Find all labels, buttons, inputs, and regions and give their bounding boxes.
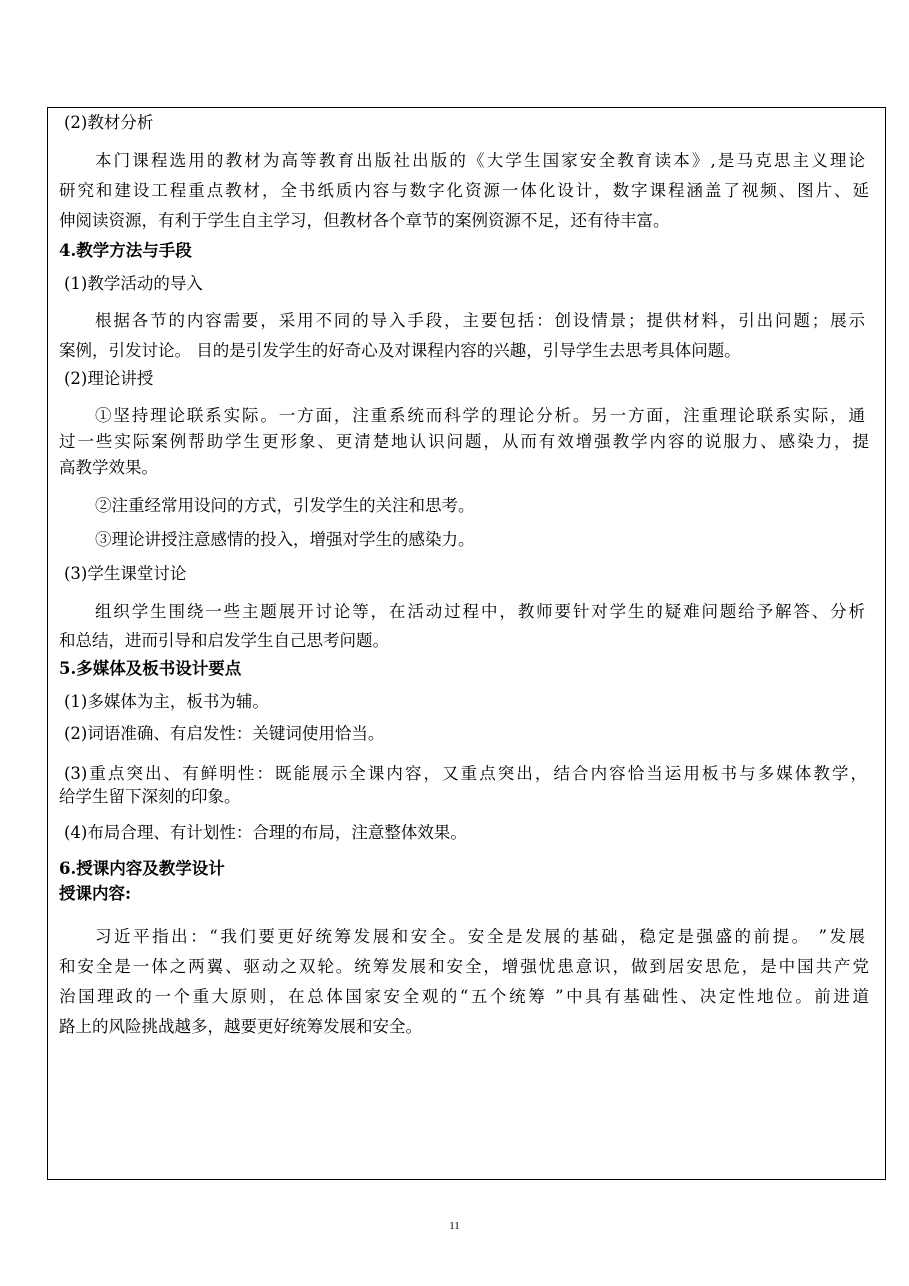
paragraph-line: 过一些实际案例帮助学生更形象、更清楚地认识问题，从而有效增强教学内容的说服力、感染力，提: [59, 432, 869, 451]
paragraph-line: 路上的风险挑战越多，越要更好统筹发展和安全。: [59, 1017, 422, 1036]
subheading-lecturing: (2)理论讲授: [64, 369, 154, 388]
label-course-content: 授课内容:: [59, 884, 132, 903]
paragraph-line: 治国理政的一个重大原则，在总体国家安全观的“五个统筹 ”中具有基础性、决定性地位。前进道: [59, 987, 869, 1006]
list-item: (4)布局合理、有计划性：合理的布局，注意整体效果。: [64, 823, 467, 842]
list-item: (3)重点突出、有鲜明性：既能展示全课内容，又重点突出，结合内容恰当运用板书与多媒体教学，: [64, 764, 867, 783]
paragraph-line: 本门课程选用的教材为高等教育出版社出版的《大学生国家安全教育读本》,是马克思主义理论: [95, 151, 865, 170]
section-heading-teaching-methods: 4.教学方法与手段: [59, 241, 192, 260]
paragraph-line: 研究和建设工程重点教材，全书纸质内容与数字化资源一体化设计，数字课程涵盖了视频、图片、延: [59, 181, 869, 200]
paragraph-line: 给学生留下深刻的印象。: [59, 787, 241, 806]
paragraph-line: 案例，引发讨论。 目的是引发学生的好奇心及对课程内容的兴趣，引导学生去思考具体问题。: [59, 341, 741, 360]
subheading-textbook-analysis: (2)教材分析: [64, 113, 154, 132]
paragraph-line: ①坚持理论联系实际。一方面，注重系统而科学的理论分析。另一方面，注重理论联系实际，通: [95, 406, 865, 425]
paragraph-line: ②注重经常用设问的方式，引发学生的关注和思考。: [95, 496, 475, 515]
paragraph-line: 组织学生围绕一些主题展开讨论等，在活动过程中，教师要针对学生的疑难问题给予解答、分析: [95, 602, 865, 621]
paragraph-line: 习近平指出：“我们要更好统筹发展和安全。安全是发展的基础，稳定是强盛的前提。 ”发展: [95, 927, 865, 946]
list-item: (1)多媒体为主，板书为辅。: [64, 692, 269, 711]
section-heading-multimedia: 5.多媒体及板书设计要点: [59, 659, 242, 678]
paragraph-line: 根据各节的内容需要，采用不同的导入手段，主要包括：创设情景；提供材料，引出问题；展示: [95, 311, 865, 330]
paragraph-line: ③理论讲授注意感情的投入，增强对学生的感染力。: [95, 530, 475, 549]
paragraph-line: 和总结，进而引导和启发学生自己思考问题。: [59, 631, 389, 650]
paragraph-line: 和安全是一体之两翼、驱动之双轮。统筹发展和安全，增强忧患意识，做到居安思危，是中国共产党: [59, 957, 869, 976]
list-item: (2)词语准确、有启发性：关键词使用恰当。: [64, 724, 385, 743]
paragraph-line: 高教学效果。: [59, 458, 158, 477]
paragraph-line: 伸阅读资源，有利于学生自主学习，但教材各个章节的案例资源不足，还有待丰富。: [59, 211, 670, 230]
section-heading-course-content: 6.授课内容及教学设计: [59, 859, 225, 878]
page-number: 11: [449, 1220, 460, 1232]
subheading-discussion: (3)学生课堂讨论: [64, 564, 187, 583]
subheading-introduction: (1)教学活动的导入: [64, 274, 203, 293]
